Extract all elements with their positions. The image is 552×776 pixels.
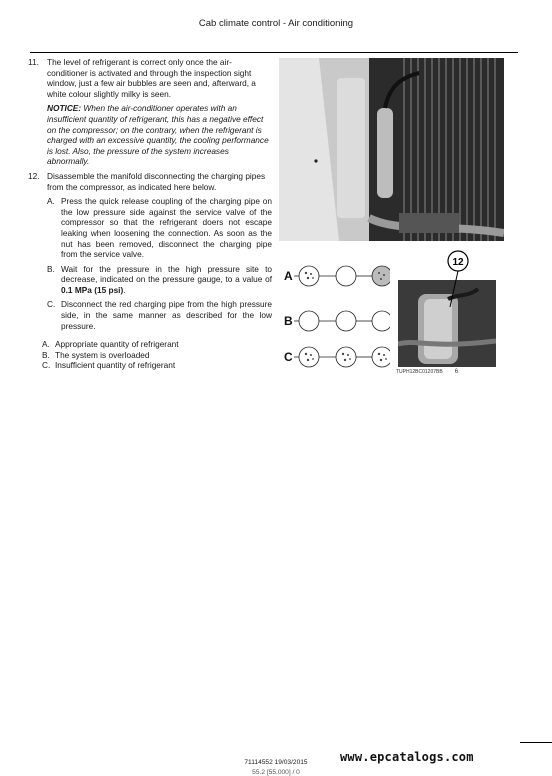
step-12-text: Disassemble the manifold disconnecting the charging pipes from the compressor, as indicated here below. <box>47 170 266 192</box>
sight-glass-diagram <box>284 262 390 372</box>
watermark-text: www.epcatalogs.com <box>340 750 474 764</box>
figure-code: TUPH12BC01207BB <box>396 369 443 375</box>
figure-legend <box>28 339 272 371</box>
legend-a-text: Appropriate quantity of refrigerant <box>55 339 179 350</box>
figure-caption <box>396 369 458 375</box>
legend-item-b <box>42 350 272 361</box>
figure-number: 6 <box>454 369 459 375</box>
substep-a <box>47 196 272 260</box>
legend-b-text: The system is overloaded <box>55 349 150 360</box>
step-12-number: 12. <box>28 170 40 181</box>
page-header-title: Cab climate control - Air conditioning <box>198 18 354 29</box>
footer-section-code: 55.2 [55.000] / 0 <box>252 769 300 776</box>
legend-c-text: Insufficient quantity of refrigerant <box>55 360 176 371</box>
substep-b <box>47 264 272 296</box>
substep-c-number: C. <box>47 299 56 310</box>
diagram-label-b: B <box>284 314 293 328</box>
substep-b-end: . <box>123 284 126 295</box>
header-rule <box>30 52 518 53</box>
notice-paragraph <box>47 103 272 167</box>
footer-code: 71114552 19/03/2015 <box>244 759 308 766</box>
legend-b-label: B. <box>42 349 50 360</box>
substep-a-text: Press the quick release coupling of the charging pipe on the low pressure side against the service valve of the compressor so that the refrigerant doers not escape leaking when loosening the connection. As soon as the nut has been removed, disconnect the charging pipe from the service valve. <box>61 196 272 260</box>
footer-rule <box>520 742 552 743</box>
substep-a-number: A. <box>47 196 55 207</box>
substep-b-number: B. <box>47 263 55 274</box>
notice-label: NOTICE: <box>47 103 82 114</box>
receiver-photo <box>398 249 496 367</box>
callout-12: 12 <box>452 257 464 268</box>
substep-b-text: Wait for the pressure in the high pressure site to decrease, indicated on the pressure gauge, to a value of <box>61 263 272 285</box>
substep-c-text: Disconnect the red charging pipe from the high pressure side, in the same manner as described for the low pressure. <box>61 299 272 331</box>
instructions-column <box>28 57 272 371</box>
diagram-label-c: C <box>284 350 293 364</box>
step-11-number: 11. <box>28 57 39 67</box>
condenser-photo <box>279 58 504 241</box>
step-12 <box>28 171 272 192</box>
diagram-label-a: A <box>284 269 293 283</box>
substep-b-pressure: 0.1 MPa (15 psi) <box>61 284 124 295</box>
substep-c <box>47 299 272 331</box>
legend-c-label: C. <box>42 360 51 371</box>
step-11-text: The level of refrigerant is correct only once the air-conditioner is activated and through the inspection sight window, just a few air bubbles are seen and, afterward, a white colour slightly milky is seen. <box>47 57 256 99</box>
legend-item-a <box>42 339 272 350</box>
step-11 <box>28 57 272 99</box>
legend-a-label: A. <box>42 339 50 350</box>
notice-text: When the air-conditioner operates with an insufficient quantity of refrigerant, this has a negative effect on the compressor; on the contrary, when the refrigerant is charged with an excessive quantity, the cooling performance is lost. Also, the pressure of the system increases abnormally. <box>47 103 269 167</box>
legend-item-c <box>42 360 272 371</box>
